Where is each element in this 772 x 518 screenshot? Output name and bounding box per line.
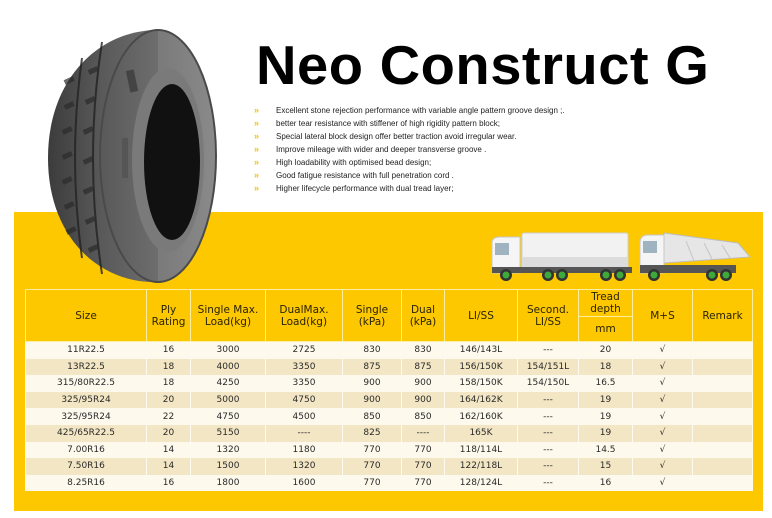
cell-ply: 20 bbox=[147, 425, 191, 442]
cell-dual-kpa: ---- bbox=[402, 425, 445, 442]
cell-ply: 14 bbox=[147, 458, 191, 475]
feature-item bbox=[254, 130, 565, 143]
cell-tread: 15 bbox=[579, 458, 633, 475]
vehicle-illustrations bbox=[488, 229, 764, 287]
cell-li-ss: 162/160K bbox=[445, 408, 518, 425]
feature-item bbox=[254, 169, 565, 182]
double-chevron-right-icon: » bbox=[254, 183, 258, 193]
cell-second-li-ss: --- bbox=[518, 458, 579, 475]
cell-second-li-ss: --- bbox=[518, 408, 579, 425]
cell-remark bbox=[693, 408, 753, 425]
header-ply-rating: Ply Rating bbox=[147, 290, 191, 342]
table-row bbox=[26, 475, 753, 492]
cell-li-ss: 118/114L bbox=[445, 442, 518, 459]
cell-tread: 19 bbox=[579, 392, 633, 409]
cell-second-li-ss: --- bbox=[518, 425, 579, 442]
cell-dual-load: 2725 bbox=[266, 342, 343, 359]
cell-second-li-ss: --- bbox=[518, 342, 579, 359]
cell-ply: 20 bbox=[147, 392, 191, 409]
cell-ply: 18 bbox=[147, 375, 191, 392]
cell-remark bbox=[693, 475, 753, 492]
cell-second-li-ss: --- bbox=[518, 392, 579, 409]
header-dual-max-load: DualMax. Load(kg) bbox=[266, 290, 343, 342]
cell-li-ss: 164/162K bbox=[445, 392, 518, 409]
cell-size: 325/95R24 bbox=[26, 408, 147, 425]
cell-single-kpa: 770 bbox=[343, 458, 402, 475]
cell-single-load: 3000 bbox=[191, 342, 266, 359]
cell-li-ss: 146/143L bbox=[445, 342, 518, 359]
cell-dual-kpa: 900 bbox=[402, 375, 445, 392]
cell-size: 315/80R22.5 bbox=[26, 375, 147, 392]
spec-table bbox=[25, 289, 753, 491]
cell-dual-load: 4500 bbox=[266, 408, 343, 425]
cell-li-ss: 165K bbox=[445, 425, 518, 442]
cell-remark bbox=[693, 442, 753, 459]
cell-remark bbox=[693, 375, 753, 392]
box-truck-icon bbox=[492, 233, 632, 281]
feature-item bbox=[254, 104, 565, 117]
cell-ms: √ bbox=[633, 375, 693, 392]
cell-dual-load: 4750 bbox=[266, 392, 343, 409]
cell-tread: 20 bbox=[579, 342, 633, 359]
cell-dual-load: 1600 bbox=[266, 475, 343, 492]
feature-text: Excellent stone rejection performance with variable angle pattern groove design ;. bbox=[276, 106, 565, 115]
cell-ms: √ bbox=[633, 408, 693, 425]
header-single-kpa: Single (kPa) bbox=[343, 290, 402, 342]
cell-single-kpa: 830 bbox=[343, 342, 402, 359]
cell-single-kpa: 770 bbox=[343, 442, 402, 459]
feature-list bbox=[254, 104, 565, 195]
cell-ply: 16 bbox=[147, 475, 191, 492]
feature-text: better tear resistance with stiffener of high rigidity pattern block; bbox=[276, 119, 500, 128]
table-row bbox=[26, 408, 753, 425]
cell-dual-kpa: 850 bbox=[402, 408, 445, 425]
cell-dual-kpa: 770 bbox=[402, 458, 445, 475]
table-row bbox=[26, 359, 753, 376]
cell-li-ss: 156/150K bbox=[445, 359, 518, 376]
cell-ms: √ bbox=[633, 342, 693, 359]
cell-li-ss: 122/118L bbox=[445, 458, 518, 475]
header-li-ss: LI/SS bbox=[445, 290, 518, 342]
cell-size: 11R22.5 bbox=[26, 342, 147, 359]
cell-second-li-ss: 154/150L bbox=[518, 375, 579, 392]
cell-size: 13R22.5 bbox=[26, 359, 147, 376]
cell-second-li-ss: --- bbox=[518, 442, 579, 459]
cell-dual-kpa: 770 bbox=[402, 442, 445, 459]
cell-tread: 19 bbox=[579, 425, 633, 442]
cell-single-load: 4750 bbox=[191, 408, 266, 425]
cell-size: 7.00R16 bbox=[26, 442, 147, 459]
cell-ms: √ bbox=[633, 359, 693, 376]
table-row bbox=[26, 392, 753, 409]
table-row bbox=[26, 425, 753, 442]
double-chevron-right-icon: » bbox=[254, 131, 258, 141]
table-row bbox=[26, 442, 753, 459]
tire-icon bbox=[40, 18, 220, 288]
cell-ms: √ bbox=[633, 475, 693, 492]
cell-single-kpa: 825 bbox=[343, 425, 402, 442]
cell-second-li-ss: 154/151L bbox=[518, 359, 579, 376]
cell-li-ss: 128/124L bbox=[445, 475, 518, 492]
cell-single-kpa: 900 bbox=[343, 392, 402, 409]
header-remark: Remark bbox=[693, 290, 753, 342]
cell-size: 8.25R16 bbox=[26, 475, 147, 492]
cell-dual-kpa: 770 bbox=[402, 475, 445, 492]
feature-text: Good fatigue resistance with full penetration cord . bbox=[276, 171, 454, 180]
cell-tread: 14.5 bbox=[579, 442, 633, 459]
cell-tread: 16.5 bbox=[579, 375, 633, 392]
cell-dual-load: 3350 bbox=[266, 375, 343, 392]
cell-ms: √ bbox=[633, 442, 693, 459]
cell-dual-load: 3350 bbox=[266, 359, 343, 376]
table-header-row bbox=[26, 290, 753, 317]
double-chevron-right-icon: » bbox=[254, 157, 258, 167]
cell-ms: √ bbox=[633, 392, 693, 409]
cell-tread: 18 bbox=[579, 359, 633, 376]
dump-truck-icon bbox=[640, 233, 750, 281]
header-dual-kpa: Dual (kPa) bbox=[402, 290, 445, 342]
product-title: Neo Construct G bbox=[256, 34, 710, 96]
cell-tread: 19 bbox=[579, 408, 633, 425]
header-second-li-ss: Second. LI/SS bbox=[518, 290, 579, 342]
feature-item bbox=[254, 156, 565, 169]
cell-dual-load: 1180 bbox=[266, 442, 343, 459]
feature-text: High loadability with optimised bead design; bbox=[276, 158, 432, 167]
cell-dual-load: ---- bbox=[266, 425, 343, 442]
cell-single-kpa: 900 bbox=[343, 375, 402, 392]
cell-single-load: 1500 bbox=[191, 458, 266, 475]
cell-size: 425/65R22.5 bbox=[26, 425, 147, 442]
cell-ply: 22 bbox=[147, 408, 191, 425]
feature-text: Special lateral block design offer better traction avoid irregular wear. bbox=[276, 132, 517, 141]
cell-remark bbox=[693, 392, 753, 409]
feature-item bbox=[254, 182, 565, 195]
header-tread-unit: mm bbox=[579, 317, 633, 342]
cell-single-kpa: 875 bbox=[343, 359, 402, 376]
cell-ply: 16 bbox=[147, 342, 191, 359]
cell-dual-kpa: 875 bbox=[402, 359, 445, 376]
cell-ply: 14 bbox=[147, 442, 191, 459]
cell-tread: 16 bbox=[579, 475, 633, 492]
cell-size: 325/95R24 bbox=[26, 392, 147, 409]
header-single-max-load: Single Max. Load(kg) bbox=[191, 290, 266, 342]
cell-remark bbox=[693, 359, 753, 376]
cell-remark bbox=[693, 425, 753, 442]
cell-single-load: 4000 bbox=[191, 359, 266, 376]
cell-dual-kpa: 900 bbox=[402, 392, 445, 409]
table-row bbox=[26, 375, 753, 392]
feature-item bbox=[254, 143, 565, 156]
double-chevron-right-icon: » bbox=[254, 105, 258, 115]
cell-single-kpa: 770 bbox=[343, 475, 402, 492]
feature-item bbox=[254, 117, 565, 130]
feature-text: Improve mileage with wider and deeper transverse groove . bbox=[276, 145, 487, 154]
cell-remark bbox=[693, 342, 753, 359]
header-tread-depth: Tread depth bbox=[579, 290, 633, 317]
header-ms: M+S bbox=[633, 290, 693, 342]
cell-single-kpa: 850 bbox=[343, 408, 402, 425]
double-chevron-right-icon: » bbox=[254, 170, 258, 180]
header-size: Size bbox=[26, 290, 147, 342]
cell-ms: √ bbox=[633, 425, 693, 442]
cell-dual-kpa: 830 bbox=[402, 342, 445, 359]
double-chevron-right-icon: » bbox=[254, 144, 258, 154]
tire-image bbox=[40, 18, 220, 288]
cell-single-load: 4250 bbox=[191, 375, 266, 392]
cell-second-li-ss: --- bbox=[518, 475, 579, 492]
cell-single-load: 5150 bbox=[191, 425, 266, 442]
table-row bbox=[26, 342, 753, 359]
cell-ms: √ bbox=[633, 458, 693, 475]
cell-size: 7.50R16 bbox=[26, 458, 147, 475]
cell-ply: 18 bbox=[147, 359, 191, 376]
cell-single-load: 1800 bbox=[191, 475, 266, 492]
cell-dual-load: 1320 bbox=[266, 458, 343, 475]
cell-single-load: 5000 bbox=[191, 392, 266, 409]
cell-li-ss: 158/150K bbox=[445, 375, 518, 392]
table-row bbox=[26, 458, 753, 475]
cell-remark bbox=[693, 458, 753, 475]
double-chevron-right-icon: » bbox=[254, 118, 258, 128]
cell-single-load: 1320 bbox=[191, 442, 266, 459]
feature-text: Higher lifecycle performance with dual tread layer; bbox=[276, 184, 454, 193]
